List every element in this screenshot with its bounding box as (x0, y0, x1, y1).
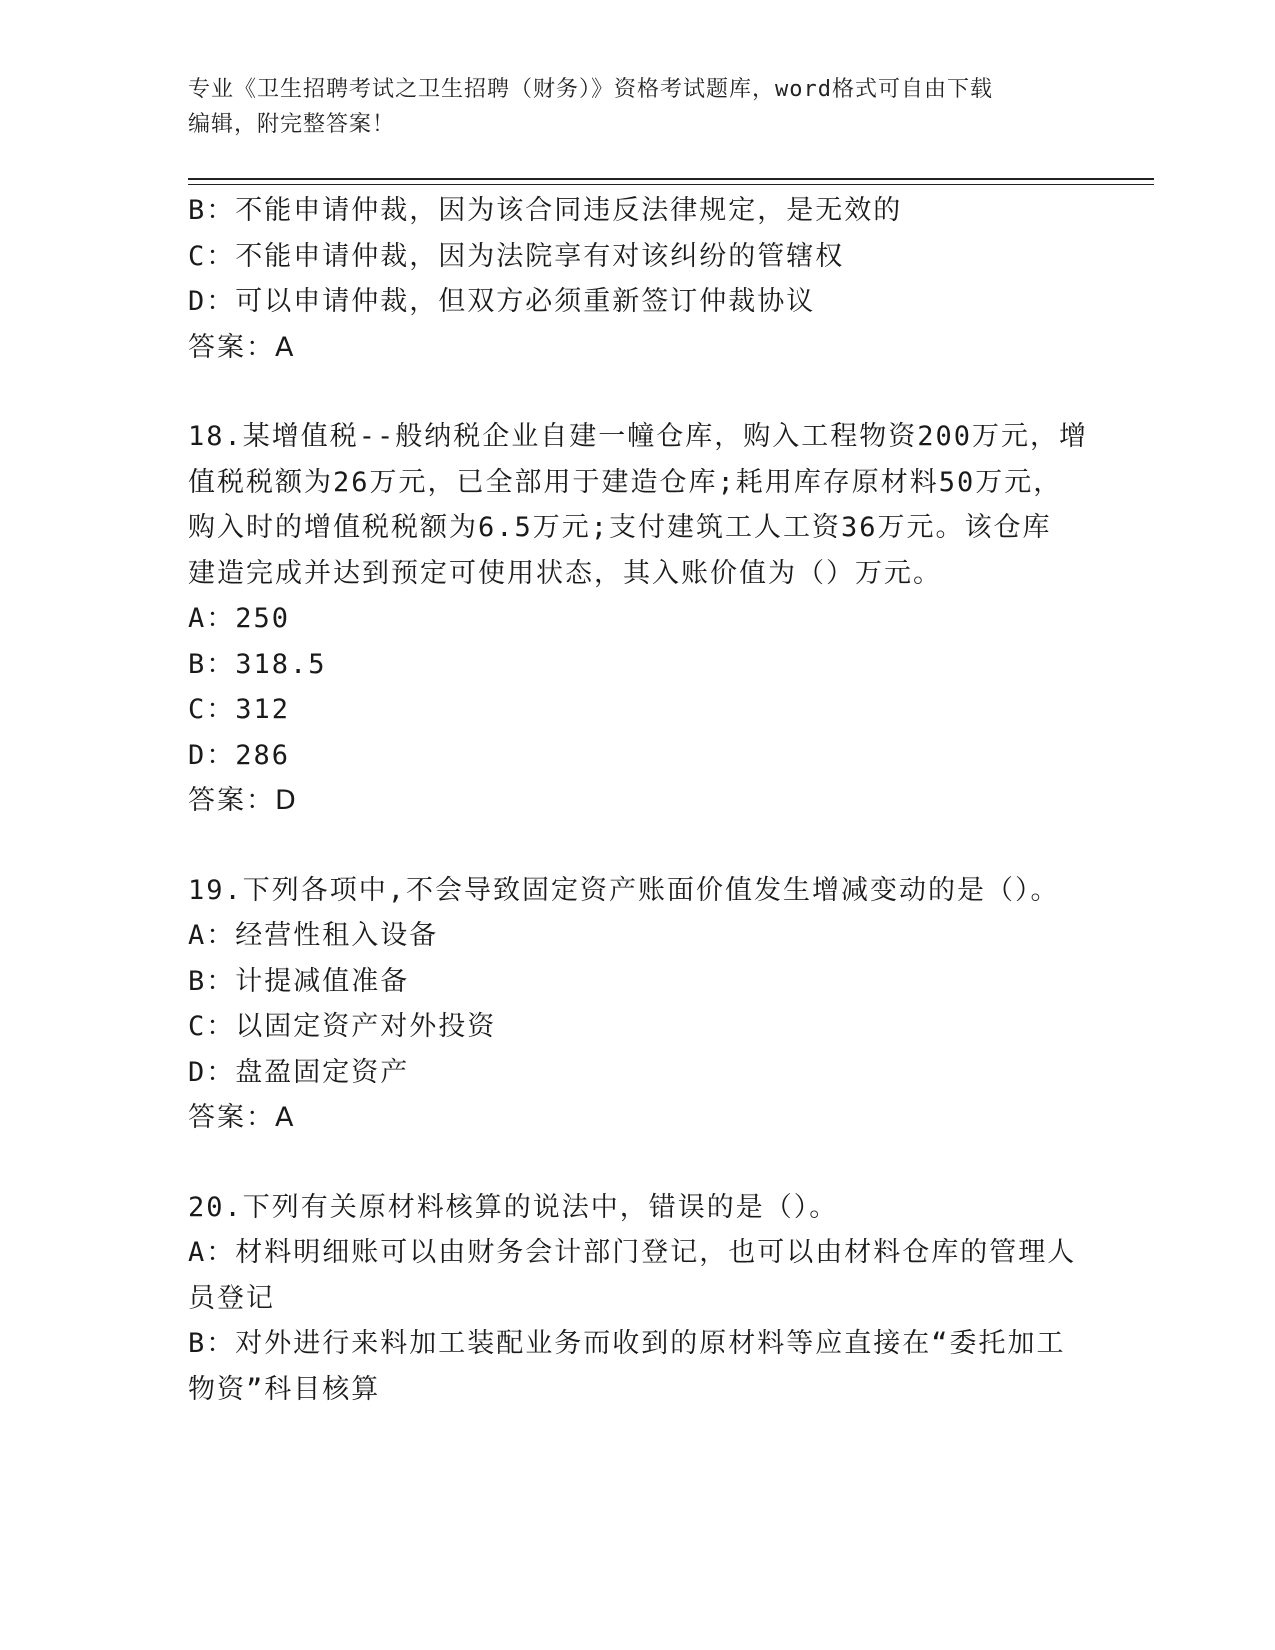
option-b: B：对外进行来料加工装配业务而收到的原材料等应直接在“委托加工 (188, 1328, 1066, 1359)
option-a: A：材料明细账可以由财务会计部门登记，也可以由材料仓库的管理人 (188, 1237, 1077, 1268)
option-b: B：318.5 (188, 648, 327, 680)
header-divider-thick (188, 178, 1154, 180)
question-19 (188, 868, 1078, 1141)
question-text-line: 18.某增值税--般纳税企业自建一幢仓库，购入工程物资200万元，增 (188, 421, 1089, 452)
spacer (188, 1141, 1078, 1185)
option-b: B：不能申请仲裁，因为该合同违反法律规定，是无效的 (188, 195, 903, 226)
question-text-line: 20.下列有关原材料核算的说法中，错误的是（）。 (188, 1191, 839, 1223)
answer-line: 答案：A (188, 1102, 296, 1133)
option-d: D：286 (188, 739, 291, 771)
question-text-line: 购入时的增值税税额为6.5万元;支付建筑工人工资36万元。该仓库 (188, 512, 1052, 543)
question-18 (188, 414, 1089, 824)
option-a: A：经营性租入设备 (188, 920, 439, 951)
spacer (188, 370, 1078, 414)
option-a: A：250 (188, 603, 291, 634)
answer-line: 答案：D (188, 785, 298, 816)
question-text-line: 19.下列各项中,不会导致固定资产账面价值发生增减变动的是（）。 (188, 874, 1060, 906)
option-b: B：计提减值准备 (188, 965, 410, 997)
option-c: C：不能申请仲裁，因为法院享有对该纠纷的管辖权 (188, 240, 845, 272)
page-header (188, 72, 1068, 142)
question-content (188, 188, 1089, 1412)
option-a-continued: 员登记 (188, 1282, 275, 1314)
answer-line: 答案：A (188, 331, 296, 363)
option-c: C：以固定资产对外投资 (188, 1011, 497, 1042)
question-17-tail (188, 188, 1078, 370)
header-line-2: 编辑，附完整答案！ (188, 112, 396, 137)
header-divider-thin (188, 184, 1154, 185)
option-d: D：可以申请仲裁，但双方必须重新签订仲裁协议 (188, 286, 816, 317)
option-b-continued: 物资”科目核算 (188, 1373, 381, 1405)
question-20 (188, 1185, 1078, 1413)
spacer (188, 824, 1078, 868)
header-line-1: 专业《卫生招聘考试之卫生招聘（财务）》资格考试题库，word格式可自由下载 (188, 77, 993, 102)
option-c: C：312 (188, 694, 291, 725)
question-text-line: 值税税额为26万元，已全部用于建造仓库;耗用库存原材料50万元， (188, 466, 1063, 498)
question-text-line: 建造完成并达到预定可使用状态，其入账价值为（）万元。 (188, 557, 942, 589)
option-d: D：盘盈固定资产 (188, 1056, 410, 1088)
